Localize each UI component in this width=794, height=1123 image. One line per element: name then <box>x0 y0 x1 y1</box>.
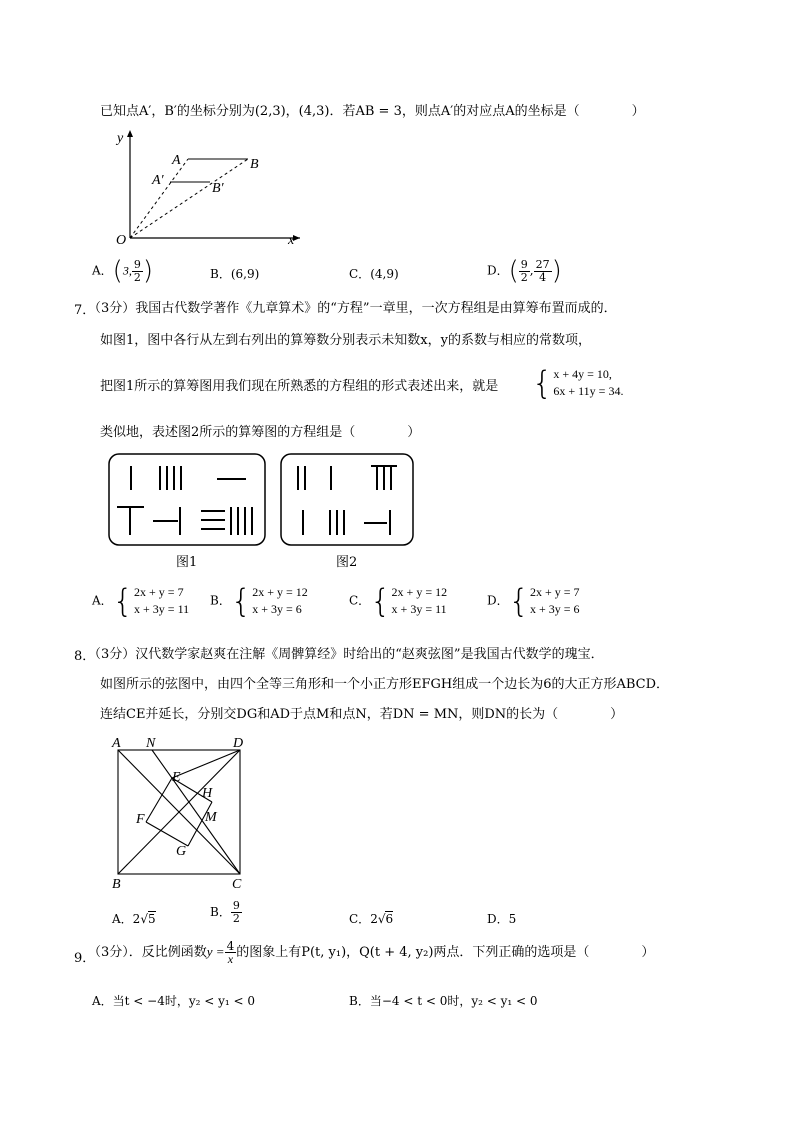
q8-option-d[interactable]: D．5 <box>487 912 517 926</box>
point-b-prime-label: B′ <box>212 181 224 196</box>
q7-line3: 把图1所示的算筹图用我们现在所熟悉的方程组的形式表述出来，就是 <box>100 379 499 394</box>
q7-option-b[interactable]: B． { 2x + y = 12 x + 3y = 6 <box>210 582 308 620</box>
label-n: N <box>146 736 156 751</box>
q7-counting-rods-figures <box>108 452 418 548</box>
q7-option-c[interactable]: C． { 2x + y = 12 x + 3y = 11 <box>349 582 448 620</box>
origin-label: O <box>116 233 127 248</box>
q7-example-system: { x + 4y = 10, 6x + 11y = 34. <box>532 364 624 402</box>
q7-line4: 类似地，表述图2所示的算筹图的方程组是（ ） <box>100 425 421 440</box>
label-m: M <box>205 810 217 825</box>
point-b-label: B <box>250 157 259 172</box>
q7-line1: （3分）我国古代数学著作《九章算术》的“方程”一章里，一次方程组是由算筹布置而成的． <box>88 301 617 316</box>
point-a-label: A <box>172 153 181 168</box>
q8-line3: 连结CE并延长，分别交DG和AD于点M和点N，若DN = MN，则DN的长为（ ） <box>100 707 624 722</box>
q6-option-d[interactable]: D．( $\frac{9}{2}$ , $\frac{27}{4}$ ) <box>487 256 562 286</box>
label-h: H <box>202 786 213 801</box>
q9-number: 9． <box>74 951 96 966</box>
q8-zhaoshuang-diagram <box>108 734 258 892</box>
q8-option-a[interactable]: A．2√5 <box>112 912 156 926</box>
label-g: G <box>176 844 187 859</box>
q7-option-d[interactable]: D． { 2x + y = 7 x + 3y = 6 <box>487 582 580 620</box>
q8-option-b[interactable]: B． $\frac{9}{2}$ <box>210 899 240 925</box>
q8-number: 8． <box>74 649 96 664</box>
q9-option-a[interactable]: A．当t < −4时，y₂ < y₁ < 0 <box>92 994 256 1008</box>
q6-option-a[interactable]: A．(3, $\frac{9}{2}$ ) <box>92 256 153 286</box>
label-a: A <box>112 736 121 751</box>
y-axis-label: y <box>117 131 124 146</box>
q6-option-c[interactable]: C．(4,9) <box>349 267 399 281</box>
label-e: E <box>172 770 181 785</box>
q8-line1: （3分）汉代数学家赵爽在注解《周髀算经》时给出的“赵爽弦图”是我国古代数学的瑰宝． <box>88 647 604 662</box>
point-a-prime-label: A′ <box>152 173 164 188</box>
q8-line2: 如图所示的弦图中，由四个全等三角形和一个小正方形EFGH组成一个边长为6的大正方形ABCD． <box>100 677 670 692</box>
label-f: F <box>136 812 145 827</box>
q7-number: 7． <box>74 303 96 318</box>
label-b: B <box>112 877 121 892</box>
q6-option-b[interactable]: B．(6,9) <box>210 267 260 281</box>
q7-option-a[interactable]: A． { 2x + y = 7 x + 3y = 11 <box>92 582 190 620</box>
q6-stem: 已知点A′，B′的坐标分别为(2,3)，(4,3)．若AB = 3，则点A′的对应点A的坐标是（ ） <box>100 104 645 119</box>
q9-stem: （3分）．反比例函数y = $\frac{4}{x}$ 的图象上有P(t, y₁)，Q(t + 4, y₂)两点．下列正确的选项是（ ） <box>88 939 655 966</box>
q7-line2: 如图1，图中各行从左到右列出的算筹数分别表示未知数x，y的系数与相应的常数项， <box>100 333 591 348</box>
label-d: D <box>233 736 244 751</box>
label-c: C <box>232 877 242 892</box>
x-axis-label: x <box>288 233 295 248</box>
q7-figure2-caption: 图2 <box>336 555 358 570</box>
q6-coordinate-figure <box>108 126 308 248</box>
q8-option-c[interactable]: C．2√6 <box>349 912 394 926</box>
q7-figure1-caption: 图1 <box>176 555 198 570</box>
q9-option-b[interactable]: B．当−4 < t < 0时，y₂ < y₁ < 0 <box>349 994 538 1008</box>
